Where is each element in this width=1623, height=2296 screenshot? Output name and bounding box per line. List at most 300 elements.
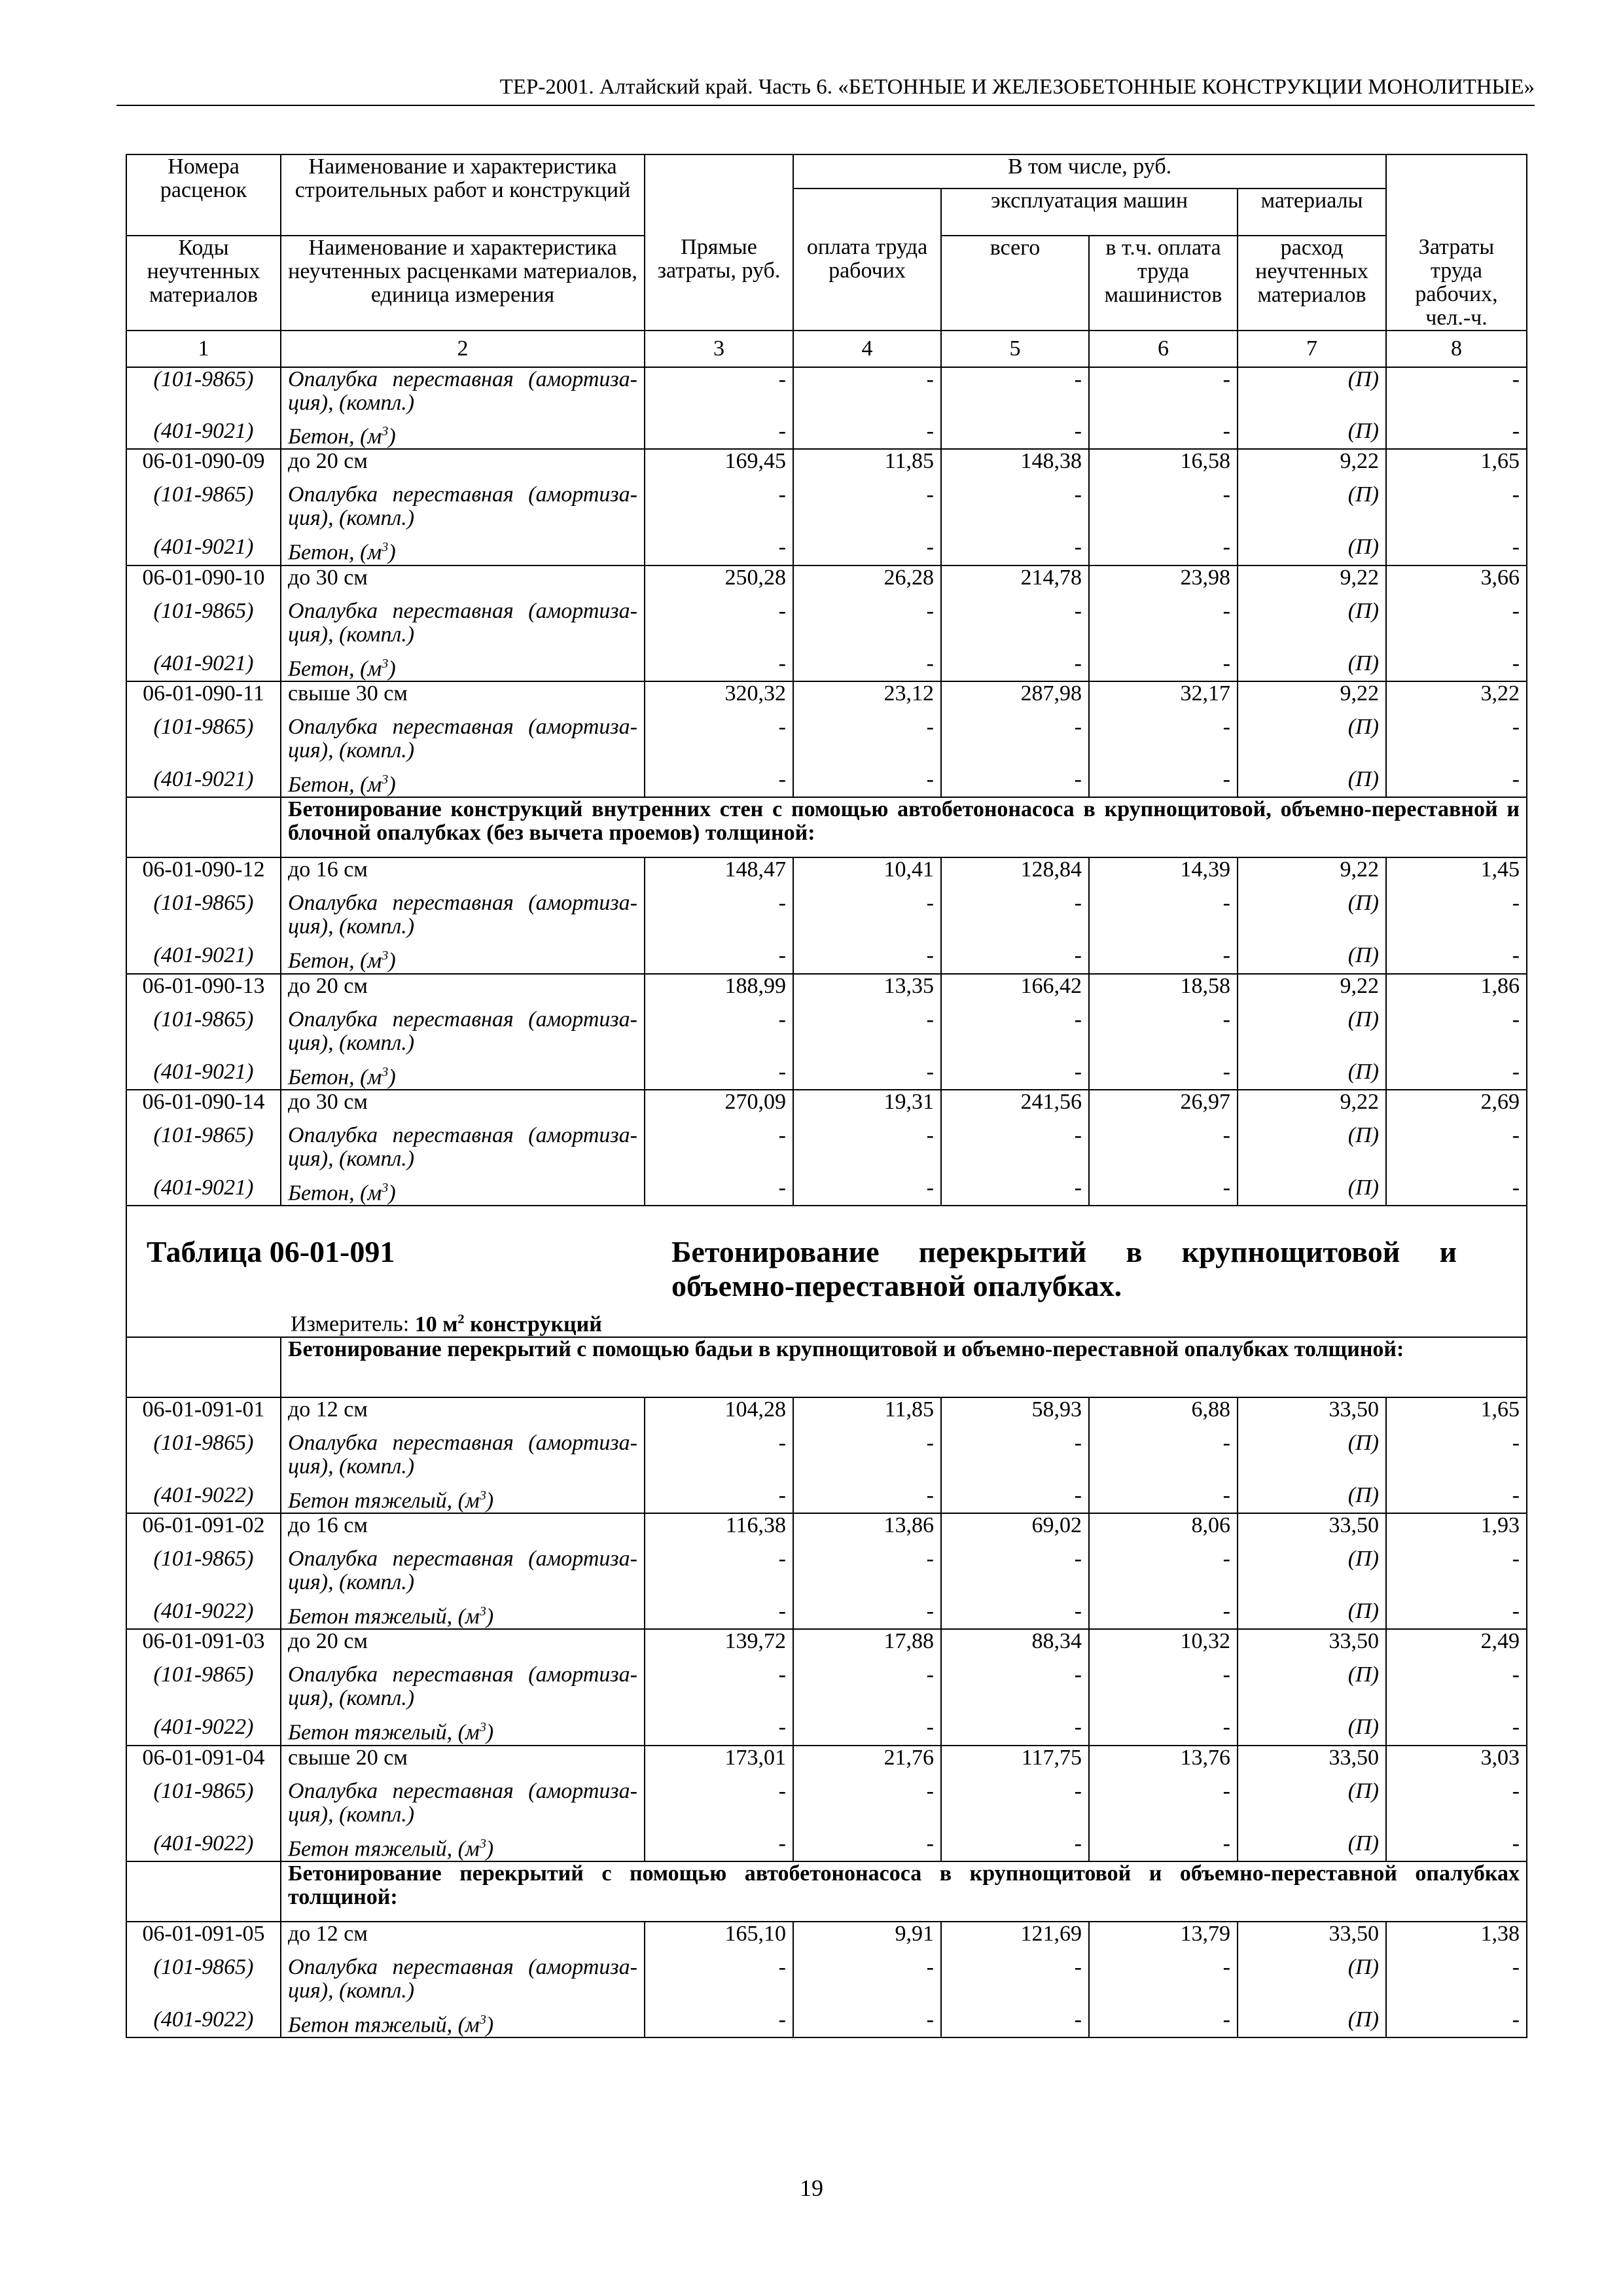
value-cell: (П) [1238, 1780, 1386, 1832]
value-cell: - [1089, 1431, 1238, 1484]
rate-row [126, 1629, 1527, 1663]
machines-total: 121,69 [941, 1922, 1089, 1956]
value-cell: - [1089, 1600, 1238, 1629]
labor-pay: 26,28 [793, 565, 941, 600]
material-name: Бетон, $(м^3)$ [281, 1176, 645, 1206]
value-cell: - [793, 1547, 941, 1600]
rate-name: до 30 см [281, 1090, 645, 1124]
rate-row [126, 565, 1527, 600]
value-cell: - [645, 2008, 793, 2037]
value-cell: - [793, 768, 941, 797]
material-code: (401-9022) [126, 1600, 281, 1629]
machinists-pay: 32,17 [1089, 681, 1238, 715]
value-cell: - [1386, 1060, 1527, 1090]
value-cell: - [645, 768, 793, 797]
value-cell: - [793, 1832, 941, 1861]
value-cell: - [941, 1715, 1089, 1745]
measure-value: 10 $м^2$ конструкций [414, 1312, 602, 1336]
material-name: Бетон, $(м^3)$ [281, 944, 645, 973]
material-name: Опалубка переставная (амортиза-ция), (компл.) [281, 1547, 645, 1600]
machines-total: 88,34 [941, 1629, 1089, 1663]
labor-hours: 2,49 [1386, 1629, 1527, 1663]
direct-costs: 270,09 [645, 1090, 793, 1124]
value-cell: - [941, 367, 1089, 420]
value-cell: - [645, 1060, 793, 1090]
material-code: (101-9865) [126, 1547, 281, 1600]
material-code: (101-9865) [126, 715, 281, 768]
value-cell: - [941, 483, 1089, 535]
machinists-pay: 13,79 [1089, 1922, 1238, 1956]
material-row [126, 1008, 1527, 1060]
value-cell: (П) [1238, 1060, 1386, 1090]
rate-code: 06-01-090-11 [126, 681, 281, 715]
value-cell: - [793, 1715, 941, 1745]
value-cell: - [941, 1832, 1089, 1861]
value-cell: - [645, 1956, 793, 2008]
value-cell: - [645, 1600, 793, 1629]
rate-code: 06-01-090-10 [126, 565, 281, 600]
value-cell: - [645, 715, 793, 768]
labor-hours: 3,22 [1386, 681, 1527, 715]
labor-pay: 23,12 [793, 681, 941, 715]
col-number: 1 [126, 331, 281, 367]
section-row [126, 797, 1527, 857]
value-cell: - [793, 944, 941, 973]
value-cell: - [1386, 420, 1527, 449]
labor-hours: 3,03 [1386, 1746, 1527, 1780]
value-cell: (П) [1238, 1547, 1386, 1600]
value-cell: - [1386, 1600, 1527, 1629]
value-cell: - [793, 535, 941, 565]
material-name: Бетон тяжелый, $(м^3)$ [281, 1484, 645, 1513]
rate-name: до 12 см [281, 1397, 645, 1431]
col4-header-top [793, 188, 941, 236]
value-cell: - [1089, 367, 1238, 420]
rate-name: до 16 см [281, 1513, 645, 1547]
value-cell: - [793, 1956, 941, 2008]
col2-bottom-header: Наименование и характеристика неучтенных расценками материалов, единица измерения [281, 236, 645, 331]
value-cell: - [793, 1431, 941, 1484]
value-cell: - [941, 1431, 1089, 1484]
value-cell: - [645, 1832, 793, 1861]
value-cell: - [1089, 652, 1238, 681]
material-code: (401-9021) [126, 1060, 281, 1090]
running-header: ТЕР-2001. Алтайский край. Часть 6. «БЕТОННЫЕ И ЖЕЛЕЗОБЕТОННЫЕ КОНСТРУКЦИИ МОНОЛИТНЫЕ» [116, 73, 1535, 106]
rates-table [126, 154, 1527, 2038]
material-code: (401-9021) [126, 535, 281, 565]
value-cell: (П) [1238, 1600, 1386, 1629]
labor-pay: 11,85 [793, 449, 941, 483]
material-code: (401-9021) [126, 944, 281, 973]
rate-name: свыше 20 см [281, 1746, 645, 1780]
material-code: (101-9865) [126, 483, 281, 535]
material-code: (401-9022) [126, 1715, 281, 1745]
value-cell: - [1386, 483, 1527, 535]
value-cell: - [1386, 1124, 1527, 1176]
value-cell: - [1386, 1176, 1527, 1206]
value-cell: (П) [1238, 768, 1386, 797]
value-cell: - [1386, 367, 1527, 420]
value-cell: - [645, 944, 793, 973]
value-cell: - [1089, 1176, 1238, 1206]
table-number: Таблица 06-01-091 [147, 1235, 395, 1269]
value-cell: - [1089, 600, 1238, 652]
value-cell: (П) [1238, 652, 1386, 681]
materials-usage: 33,50 [1238, 1746, 1386, 1780]
value-cell: - [1089, 768, 1238, 797]
value-cell: - [941, 715, 1089, 768]
value-cell: - [793, 715, 941, 768]
material-name: Опалубка переставная (амортиза-ция), (компл.) [281, 483, 645, 535]
value-cell: - [793, 1124, 941, 1176]
material-code: (101-9865) [126, 1663, 281, 1715]
col-number: 7 [1238, 331, 1386, 367]
value-cell: - [793, 600, 941, 652]
rate-code: 06-01-091-02 [126, 1513, 281, 1547]
materials-usage: 33,50 [1238, 1629, 1386, 1663]
materials-usage: 33,50 [1238, 1397, 1386, 1431]
value-cell: - [941, 600, 1089, 652]
value-cell: - [1089, 715, 1238, 768]
rate-code: 06-01-091-04 [126, 1746, 281, 1780]
rate-code: 06-01-090-13 [126, 974, 281, 1008]
material-row [126, 420, 1527, 449]
value-cell: - [1089, 1832, 1238, 1861]
material-code: (101-9865) [126, 367, 281, 420]
value-cell: - [1386, 1008, 1527, 1060]
value-cell: - [645, 1431, 793, 1484]
value-cell: - [645, 1663, 793, 1715]
value-cell: - [1089, 1663, 1238, 1715]
value-cell: - [1089, 420, 1238, 449]
materials-usage: 9,22 [1238, 449, 1386, 483]
material-code: (401-9022) [126, 2008, 281, 2037]
section-row [126, 1861, 1527, 1922]
value-cell: - [1089, 1547, 1238, 1600]
labor-hours: 1,65 [1386, 449, 1527, 483]
value-cell: (П) [1238, 1431, 1386, 1484]
value-cell: - [941, 1176, 1089, 1206]
value-cell: - [941, 1008, 1089, 1060]
material-code: (401-9021) [126, 652, 281, 681]
section-spacer [126, 1337, 281, 1397]
col3-header-top [645, 154, 793, 236]
material-row [126, 367, 1527, 420]
value-cell: (П) [1238, 1715, 1386, 1745]
labor-hours: 2,69 [1386, 1090, 1527, 1124]
material-name: Опалубка переставная (амортиза-ция), (компл.) [281, 600, 645, 652]
col-number: 6 [1089, 331, 1238, 367]
direct-costs: 116,38 [645, 1513, 793, 1547]
value-cell: - [645, 1176, 793, 1206]
value-cell: - [941, 652, 1089, 681]
labor-pay: 11,85 [793, 1397, 941, 1431]
labor-hours: 1,45 [1386, 857, 1527, 891]
material-row [126, 535, 1527, 565]
col4-header: оплата труда рабочих [793, 236, 941, 331]
material-row [126, 1715, 1527, 1745]
value-cell: - [645, 600, 793, 652]
value-cell: (П) [1238, 535, 1386, 565]
col-number: 2 [281, 331, 645, 367]
value-cell: (П) [1238, 1008, 1386, 1060]
material-row [126, 600, 1527, 652]
material-row [126, 1832, 1527, 1861]
value-cell: - [941, 1663, 1089, 1715]
table-title-row [126, 1206, 1527, 1336]
value-cell: - [1386, 715, 1527, 768]
material-row [126, 891, 1527, 944]
machines-total: 241,56 [941, 1090, 1089, 1124]
col-number: 5 [941, 331, 1089, 367]
value-cell: (П) [1238, 420, 1386, 449]
value-cell: - [1386, 1715, 1527, 1745]
material-code: (101-9865) [126, 1008, 281, 1060]
value-cell: - [793, 1484, 941, 1513]
rate-code: 06-01-091-05 [126, 1922, 281, 1956]
value-cell: - [941, 2008, 1089, 2037]
value-cell: (П) [1238, 1124, 1386, 1176]
value-cell: - [1386, 2008, 1527, 2037]
value-cell: - [941, 1484, 1089, 1513]
value-cell: - [1089, 1956, 1238, 2008]
material-name: Опалубка переставная (амортиза-ция), (компл.) [281, 1663, 645, 1715]
value-cell: - [941, 1547, 1089, 1600]
value-cell: - [1089, 1780, 1238, 1832]
machines-total: 69,02 [941, 1513, 1089, 1547]
machinists-pay: 14,39 [1089, 857, 1238, 891]
material-name: Опалубка переставная (амортиза-ция), (компл.) [281, 1124, 645, 1176]
value-cell: - [645, 1547, 793, 1600]
machinists-pay: 18,58 [1089, 974, 1238, 1008]
incl-header: В том числе, руб. [793, 154, 1386, 188]
value-cell: (П) [1238, 600, 1386, 652]
machines-total: 58,93 [941, 1397, 1089, 1431]
value-cell: - [1386, 1832, 1527, 1861]
rate-name: до 30 см [281, 565, 645, 600]
value-cell: - [793, 367, 941, 420]
material-name: Бетон, $(м^3)$ [281, 652, 645, 681]
value-cell: - [1089, 1484, 1238, 1513]
value-cell: - [793, 1600, 941, 1629]
material-name: Бетон, $(м^3)$ [281, 768, 645, 797]
section-heading: Бетонирование перекрытий с помощью бадьи в крупнощитовой и объемно-переставной опалубках толщиной: [281, 1337, 1527, 1397]
measure-unit [291, 1307, 1526, 1336]
value-cell: - [793, 2008, 941, 2037]
section-row [126, 1337, 1527, 1397]
material-row [126, 1124, 1527, 1176]
machines-header: эксплуатация машин [941, 188, 1238, 236]
col7-header: расход неучтенных материалов [1238, 236, 1386, 331]
value-cell: - [1386, 1547, 1527, 1600]
col1-top-header: Номера расценок [126, 154, 281, 236]
value-cell: - [793, 1663, 941, 1715]
material-name: Бетон тяжелый, $(м^3)$ [281, 1600, 645, 1629]
labor-pay: 21,76 [793, 1746, 941, 1780]
value-cell: - [1386, 1663, 1527, 1715]
material-code: (401-9022) [126, 1832, 281, 1861]
materials-usage: 33,50 [1238, 1513, 1386, 1547]
machines-total: 128,84 [941, 857, 1089, 891]
value-cell: (П) [1238, 944, 1386, 973]
value-cell: - [793, 652, 941, 681]
rate-code: 06-01-091-03 [126, 1629, 281, 1663]
material-name: Опалубка переставная (амортиза-ция), (компл.) [281, 1008, 645, 1060]
machines-total: 148,38 [941, 449, 1089, 483]
direct-costs: 188,99 [645, 974, 793, 1008]
col8-header-top [1386, 154, 1527, 236]
value-cell: - [941, 1600, 1089, 1629]
direct-costs: 165,10 [645, 1922, 793, 1956]
machinists-pay: 16,58 [1089, 449, 1238, 483]
materials-usage: 9,22 [1238, 681, 1386, 715]
material-code: (401-9022) [126, 1484, 281, 1513]
material-name: Бетон, $(м^3)$ [281, 420, 645, 449]
value-cell: - [1386, 535, 1527, 565]
col-number: 8 [1386, 331, 1527, 367]
value-cell: - [645, 652, 793, 681]
rate-row [126, 1746, 1527, 1780]
value-cell: - [1386, 944, 1527, 973]
value-cell: - [1089, 1060, 1238, 1090]
material-code: (101-9865) [126, 1956, 281, 2008]
col3-header: Прямые затраты, руб. [645, 236, 793, 331]
machinists-pay: 13,76 [1089, 1746, 1238, 1780]
value-cell: - [941, 1060, 1089, 1090]
material-row [126, 944, 1527, 973]
rate-name: свыше 30 см [281, 681, 645, 715]
value-cell: (П) [1238, 891, 1386, 944]
material-code: (101-9865) [126, 891, 281, 944]
measure-label: Измеритель: [291, 1312, 410, 1336]
rate-row [126, 857, 1527, 891]
material-code: (101-9865) [126, 1124, 281, 1176]
material-row [126, 1484, 1527, 1513]
col1-bottom-header: Коды неучтенных материалов [126, 236, 281, 331]
value-cell: - [645, 1715, 793, 1745]
labor-hours: 1,38 [1386, 1922, 1527, 1956]
section-heading: Бетонирование перекрытий с помощью автобетононасоса в крупнощитовой и объемно-переставной опалубках толщиной: [281, 1861, 1527, 1922]
col8-header: Затраты труда рабочих, чел.-ч. [1386, 236, 1527, 331]
direct-costs: 320,32 [645, 681, 793, 715]
page-number: 19 [800, 2175, 823, 2201]
machines-total: 287,98 [941, 681, 1089, 715]
col5-header: всего [941, 236, 1089, 331]
rate-name: до 20 см [281, 974, 645, 1008]
labor-hours: 1,86 [1386, 974, 1527, 1008]
rate-name: до 16 см [281, 857, 645, 891]
value-cell: - [941, 944, 1089, 973]
value-cell: (П) [1238, 1176, 1386, 1206]
material-code: (401-9021) [126, 768, 281, 797]
value-cell: - [1386, 1431, 1527, 1484]
value-cell: - [645, 420, 793, 449]
value-cell: - [645, 483, 793, 535]
value-cell: - [1089, 535, 1238, 565]
direct-costs: 250,28 [645, 565, 793, 600]
rate-name: до 12 см [281, 1922, 645, 1956]
rate-row [126, 1397, 1527, 1431]
machinists-pay: 8,06 [1089, 1513, 1238, 1547]
value-cell: - [793, 1060, 941, 1090]
value-cell: - [1089, 2008, 1238, 2037]
machines-total: 214,78 [941, 565, 1089, 600]
direct-costs: 173,01 [645, 1746, 793, 1780]
rate-row [126, 974, 1527, 1008]
material-row [126, 1780, 1527, 1832]
direct-costs: 169,45 [645, 449, 793, 483]
labor-pay: 10,41 [793, 857, 941, 891]
materials-usage: 9,22 [1238, 857, 1386, 891]
value-cell: - [645, 1124, 793, 1176]
value-cell: - [1386, 1484, 1527, 1513]
material-name: Опалубка переставная (амортиза-ция), (компл.) [281, 1431, 645, 1484]
column-numbers-row [126, 331, 1527, 367]
value-cell: - [793, 483, 941, 535]
labor-pay: 13,86 [793, 1513, 941, 1547]
value-cell: - [1089, 483, 1238, 535]
materials-usage: 9,22 [1238, 1090, 1386, 1124]
material-row [126, 1547, 1527, 1600]
value-cell: - [941, 1124, 1089, 1176]
material-row [126, 1431, 1527, 1484]
material-name: Опалубка переставная (амортиза-ция), (компл.) [281, 1956, 645, 2008]
value-cell: - [941, 891, 1089, 944]
labor-pay: 19,31 [793, 1090, 941, 1124]
section-heading: Бетонирование конструкций внутренних стен с помощью автобетононасоса в крупнощитовой, объемно-переставной и блочной опалубках (без вычета проемов) толщиной: [281, 797, 1527, 857]
col6-header: в т.ч. оплата труда машинистов [1089, 236, 1238, 331]
material-row [126, 2008, 1527, 2037]
value-cell: - [1089, 1715, 1238, 1745]
value-cell: - [645, 535, 793, 565]
value-cell: - [793, 1176, 941, 1206]
value-cell: (П) [1238, 367, 1386, 420]
material-name: Бетон, $(м^3)$ [281, 1060, 645, 1090]
value-cell: - [1089, 1008, 1238, 1060]
direct-costs: 148,47 [645, 857, 793, 891]
material-row [126, 1956, 1527, 2008]
value-cell: - [941, 1956, 1089, 2008]
rate-name: до 20 см [281, 449, 645, 483]
rate-row [126, 1090, 1527, 1124]
col-number: 4 [793, 331, 941, 367]
rate-code: 06-01-090-09 [126, 449, 281, 483]
value-cell: (П) [1238, 1484, 1386, 1513]
direct-costs: 104,28 [645, 1397, 793, 1431]
value-cell: - [793, 1008, 941, 1060]
material-code: (101-9865) [126, 1431, 281, 1484]
value-cell: - [793, 420, 941, 449]
section-spacer [126, 1861, 281, 1922]
value-cell: - [941, 535, 1089, 565]
labor-hours: 1,65 [1386, 1397, 1527, 1431]
value-cell: - [793, 1780, 941, 1832]
rate-row [126, 1922, 1527, 1956]
material-row [126, 652, 1527, 681]
value-cell: - [1386, 1780, 1527, 1832]
rate-code: 06-01-091-01 [126, 1397, 281, 1431]
machinists-pay: 23,98 [1089, 565, 1238, 600]
material-row [126, 715, 1527, 768]
value-cell: (П) [1238, 1832, 1386, 1861]
value-cell: - [941, 420, 1089, 449]
value-cell: - [645, 367, 793, 420]
material-name: Опалубка переставная (амортиза-ция), (компл.) [281, 1780, 645, 1832]
value-cell: - [1386, 768, 1527, 797]
machines-total: 166,42 [941, 974, 1089, 1008]
labor-pay: 13,35 [793, 974, 941, 1008]
value-cell: - [941, 768, 1089, 797]
